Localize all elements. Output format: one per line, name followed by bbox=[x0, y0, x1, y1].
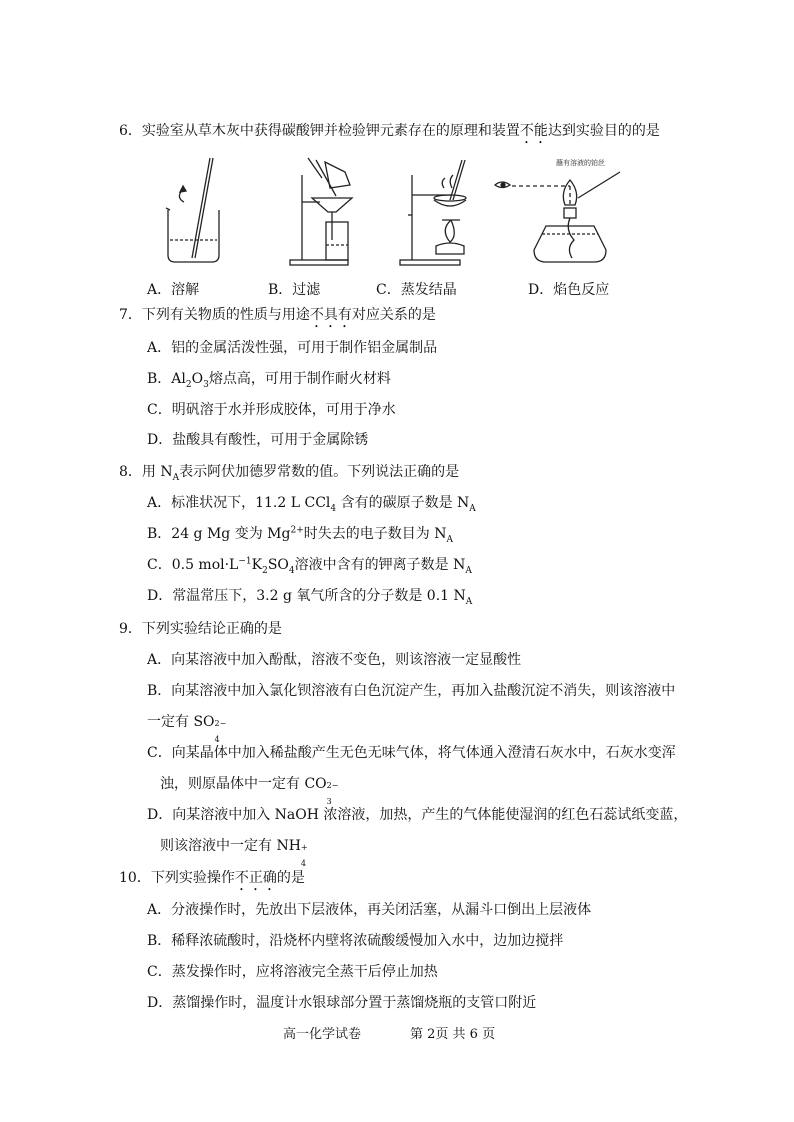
footer-subject: 高一化学试卷 bbox=[283, 1027, 362, 1042]
question-8-stem: 8．用 $N_A$表示阿伏加德罗常数的值。下列说法正确的是 bbox=[119, 464, 460, 483]
emphasis-text: 不具有 bbox=[309, 307, 352, 323]
q9-option-d-line1: D．向某溶液中加入 NaOH 浓溶液，加热，产生的气体能使湿润的红色石蕊试纸变蓝， bbox=[147, 807, 688, 823]
evaporation-apparatus bbox=[400, 160, 466, 265]
q8-option-a: A．标准状况下，11.2 L CCl$_4$ 含有的碳原子数是 $N_A$ bbox=[147, 495, 476, 514]
q8-option-d: D．常温常压下，3.2 g 氧气所含的分子数是 0.1 $N_A$ bbox=[147, 588, 473, 607]
apparatus-figures bbox=[150, 150, 630, 275]
flame-test-apparatus bbox=[495, 158, 620, 262]
question-9-stem: 9．下列实验结论正确的是 bbox=[119, 621, 282, 637]
q7-option-b: B．$Al_2O_3$熔点高，可用于制作耐火材料 bbox=[147, 371, 391, 390]
filter-apparatus bbox=[290, 158, 352, 265]
q7-option-a: A．铝的金属活泼性强，可用于制作铝金属制品 bbox=[147, 340, 438, 356]
q7-option-c: C．明矾溶于水并形成胶体，可用于净水 bbox=[147, 402, 396, 418]
q9-option-a: A．向某溶液中加入酚酞，溶液不变色，则该溶液一定显酸性 bbox=[147, 652, 522, 668]
q7-option-d: D．盐酸具有酸性，可用于金属除锈 bbox=[147, 432, 369, 448]
q10-option-a: A．分液操作时，先放出下层液体，再关闭活塞，从漏斗口倒出上层液体 bbox=[147, 902, 592, 918]
emphasis-text: 不正确 bbox=[234, 870, 277, 886]
q10-option-b: B．稀释浓硫酸时，沿烧杯内壁将浓硫酸缓慢加入水中，边加边搅拌 bbox=[147, 933, 564, 949]
dissolve-apparatus bbox=[166, 158, 219, 262]
question-10-stem: 10．下列实验操作不正确的是 bbox=[119, 870, 305, 886]
q9-option-b-line2: 一定有 SO 2− 4 bbox=[147, 714, 227, 744]
caption-d: D．焰色反应 bbox=[528, 282, 610, 298]
question-6-stem: 6．实验室从草木灰中获得碳酸钾并检验钾元素存在的原理和装置不能达到实验目的的是 bbox=[119, 123, 660, 139]
emphasis-text: 不能 bbox=[519, 123, 548, 139]
q9-option-c-line1: C．向某晶体中加入稀盐酸产生无色无味气体，将气体通入澄清石灰水中，石灰水变浑 bbox=[147, 745, 676, 761]
q9-option-c-line2: 浊，则原晶体中一定有 CO 2− 3 bbox=[160, 776, 339, 806]
caption-a: A．溶解 bbox=[147, 282, 200, 298]
q9-option-d-line2: 则该溶液中一定有 NH + 4 bbox=[160, 838, 308, 868]
q10-option-d: D．蒸馏操作时，温度计水银球部分置于蒸馏烧瓶的支管口附近 bbox=[147, 995, 537, 1011]
caption-c: C．蒸发结晶 bbox=[376, 282, 457, 298]
caption-b: B．过滤 bbox=[268, 282, 321, 298]
figure-label: 蘸有溶液的铂丝 bbox=[556, 159, 605, 167]
q8-option-c: C．0.5 $mol\cdot L^{-1}K_2SO_4$溶液中含有的钾离子数是 $N_A$ bbox=[147, 556, 472, 576]
question-7-stem: 7．下列有关物质的性质与用途不具有对应关系的是 bbox=[119, 307, 436, 323]
q8-option-b: B．24 g Mg 变为 $Mg^{2+}$时失去的电子数目为 $N_A$ bbox=[147, 525, 453, 545]
q10-option-c: C．蒸发操作时，应将溶液完全蒸干后停止加热 bbox=[147, 964, 438, 980]
footer-page-number: 第 2页 共 6 页 bbox=[410, 1027, 496, 1042]
q9-option-b-line1: B．向某溶液中加入氯化钡溶液有白色沉淀产生，再加入盐酸沉淀不消失，则该溶液中 bbox=[147, 683, 676, 699]
